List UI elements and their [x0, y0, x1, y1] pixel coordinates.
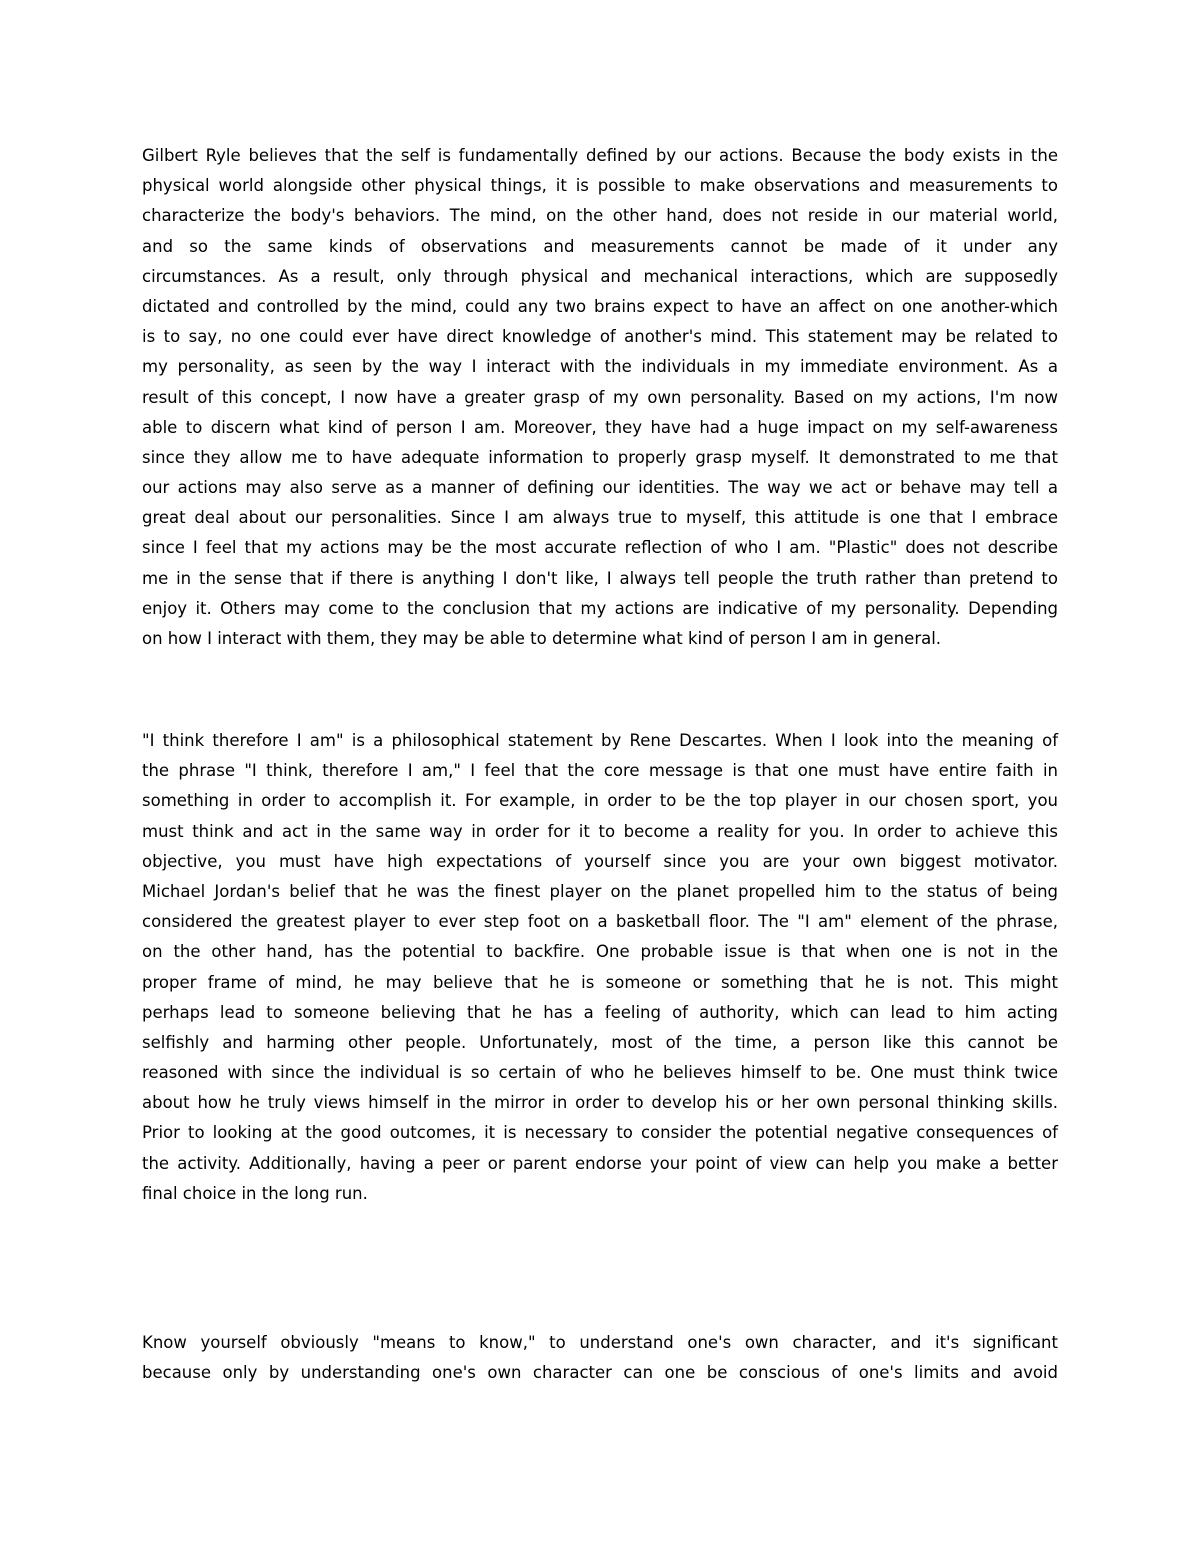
text-line: physical world alongside other physical things, it is possible to make observations and measurements to — [142, 176, 1058, 196]
text-line: must think and act in the same way in order for it to become a reality for you. In order to achieve this — [142, 821, 1058, 841]
text-line: dictated and controlled by the mind, could any two brains expect to have an affect on one another-which — [142, 296, 1058, 316]
text-line: the activity. Additionally, having a peer or parent endorse your point of view can help you make a better — [142, 1153, 1058, 1173]
text-line: considered the greatest player to ever step foot on a basketball floor. The "I am" element of the phrase, — [142, 912, 1058, 932]
text-line: selfishly and harming other people. Unfortunately, most of the time, a person like this cannot be — [142, 1032, 1058, 1052]
text-line: something in order to accomplish it. For example, in order to be the top player in our chosen sport, you — [142, 791, 1058, 811]
text-line: great deal about our personalities. Since I am always true to myself, this attitude is one that I embrace — [142, 508, 1058, 528]
text-line: Know yourself obviously "means to know," to understand one's own character, and it's significant — [142, 1333, 1058, 1352]
text-line: on the other hand, has the potential to backfire. One probable issue is that when one is not in the — [142, 942, 1058, 962]
text-line: Gilbert Ryle believes that the self is fundamentally defined by our actions. Because the body exists in the — [142, 146, 1058, 165]
text-line: me in the sense that if there is anything I don't like, I always tell people the truth rather than pretend to — [142, 568, 1058, 588]
text-line: since they allow me to have adequate information to properly grasp myself. It demonstrated to me that — [142, 447, 1058, 467]
text-line: our actions may also serve as a manner of defining our identities. The way we act or behave may tell a — [142, 478, 1058, 498]
text-line: reasoned with since the individual is so certain of who he believes himself to be. One must think twice — [142, 1063, 1058, 1083]
text-line: circumstances. As a result, only through physical and mechanical interactions, which are supposedly — [142, 266, 1058, 286]
text-line: about how he truly views himself in the mirror in order to develop his or her own personal thinking skills. — [142, 1093, 1058, 1113]
text-line: and so the same kinds of observations and measurements cannot be made of it under any — [142, 236, 1058, 256]
text-line: "I think therefore I am" is a philosophical statement by Rene Descartes. When I look into the meaning of — [142, 731, 1058, 750]
text-line: since I feel that my actions may be the most accurate reflection of who I am. "Plastic" does not describe — [142, 538, 1058, 558]
text-line: final choice in the long run. — [142, 1183, 368, 1203]
text-line: because only by understanding one's own character can one be conscious of one's limits and avoid — [142, 1363, 1058, 1383]
text-line: Prior to looking at the good outcomes, it is necessary to consider the potential negative consequences of — [142, 1123, 1058, 1143]
paragraph-know-yourself — [142, 1328, 1058, 1388]
text-line: on how I interact with them, they may be able to determine what kind of person I am in general. — [142, 629, 942, 648]
text-line: proper frame of mind, he may believe that he is someone or something that he is not. This might — [142, 972, 1058, 992]
text-line: the phrase "I think, therefore I am," I feel that the core message is that one must have entire faith in — [142, 761, 1058, 781]
text-line: perhaps lead to someone believing that he has a feeling of authority, which can lead to him acting — [142, 1002, 1058, 1022]
text-line: characterize the body's behaviors. The mind, on the other hand, does not reside in our material world, — [142, 206, 1058, 226]
text-line: able to discern what kind of person I am. Moreover, they have had a huge impact on my self-awareness — [142, 417, 1058, 437]
text-line: Michael Jordan's belief that he was the finest player on the planet propelled him to the status of being — [142, 881, 1058, 901]
text-line: enjoy it. Others may come to the conclusion that my actions are indicative of my personality. Depending — [142, 598, 1058, 618]
paragraph-descartes — [142, 726, 1058, 1209]
text-line: is to say, no one could ever have direct knowledge of another's mind. This statement may be related to — [142, 327, 1058, 347]
text-line: result of this concept, I now have a greater grasp of my own personality. Based on my actions, I'm now — [142, 387, 1058, 407]
text-line: objective, you must have high expectations of yourself since you are your own biggest motivator. — [142, 851, 1058, 871]
text-line: my personality, as seen by the way I interact with the individuals in my immediate environment. As a — [142, 357, 1058, 377]
paragraph-gilbert-ryle — [142, 141, 1058, 654]
